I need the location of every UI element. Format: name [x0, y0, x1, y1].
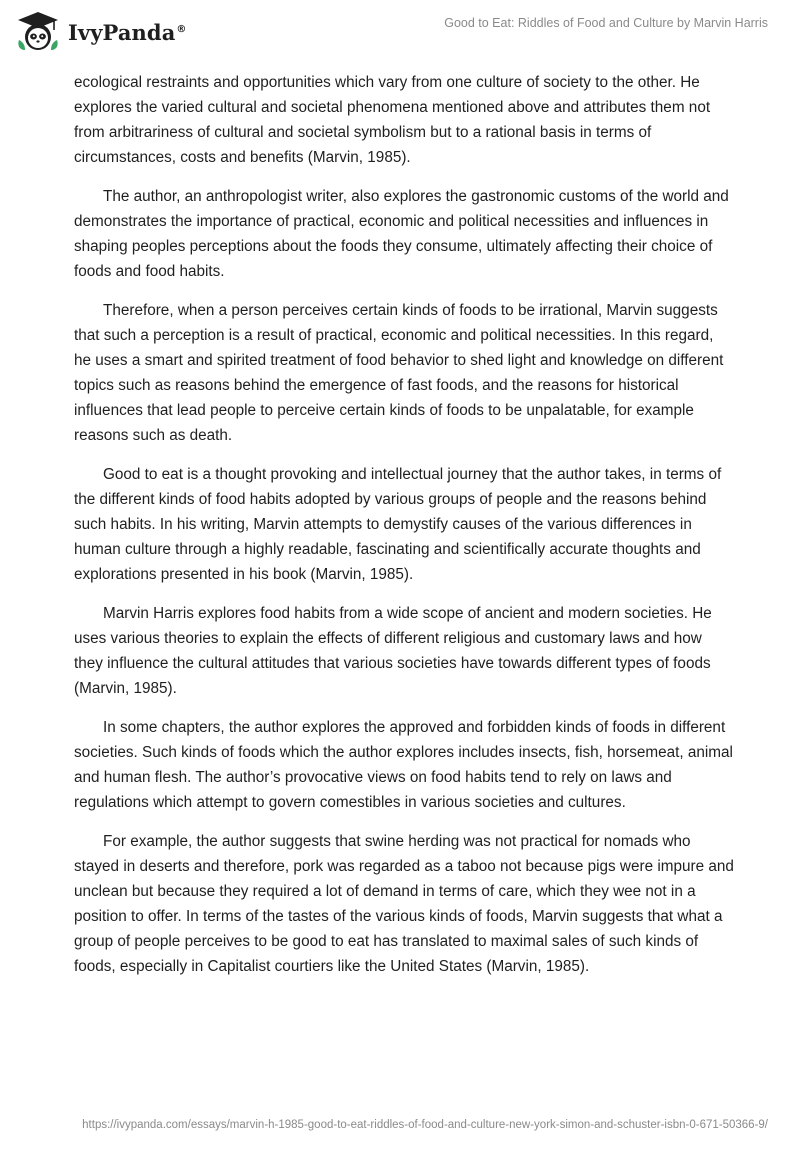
registered-mark: ® [176, 23, 187, 35]
paragraph: For example, the author suggests that swine herding was not practical for nomads who stayed in deserts and therefore, pork was regarded as a taboo not because pigs were impure and unclean but because they required a lot of demand in terms of care, which they wee not in a position to offer. In terms of the tastes of the various kinds of foods, Marvin suggests that what a group of people perceives to be good to eat has translated to maximal sales of such kinds of foods, especially in Capitalist courtiers like the United States (Marvin, 1985). [74, 833, 734, 975]
document-title: Good to Eat: Riddles of Food and Culture by Marvin Harris [444, 16, 768, 30]
paragraph: The author, an anthropologist writer, also explores the gastronomic customs of the world and demonstrates the importance of practical, economic and political necessities and influences in shaping peoples perceptions about the foods they consume, ultimately affecting their choice of foods and food habits. [74, 188, 729, 280]
paragraph: Marvin Harris explores food habits from a wide scope of ancient and modern societies. He uses various theories to explain the effects of different religious and customary laws and how they influence the cultural attitudes that various societies have towards different types of foods (Marvin, 1985). [74, 605, 712, 697]
logo-wordmark: IvyPanda® [68, 19, 187, 45]
essay-body [74, 70, 734, 993]
paragraph: Good to eat is a thought provoking and intellectual journey that the author takes, in terms of the different kinds of food habits adopted by various groups of people and the reasons behind such habits. In his writing, Marvin attempts to demystify causes of the various differences in human culture through a highly readable, fascinating and scientifically accurate thoughts and explorations presented in his book (Marvin, 1985). [74, 466, 722, 583]
ivypanda-logo[interactable] [14, 10, 187, 52]
panda-graduate-icon [14, 10, 62, 52]
source-url[interactable]: https://ivypanda.com/essays/marvin-h-1985-good-to-eat-riddles-of-food-and-culture-new-york-simon-and-schuster-isbn-0-671-50366-9/ [82, 1119, 768, 1131]
paragraph: Therefore, when a person perceives certain kinds of foods to be irrational, Marvin suggests that such a perception is a result of practical, economic and political necessities. In this regard, he uses a smart and spirited treatment of food behavior to shed light and knowledge on different topics such as reasons behind the emergence of fast foods, and the reasons for historical influences that lead people to perceive certain kinds of foods to be unpalatable, for example reasons such as death. [74, 302, 724, 444]
paragraph-continued: ecological restraints and opportunities which vary from one culture of society to the other. He explores the varied cultural and societal phenomena mentioned above and attributes them not from arbitrariness of cultural and societal symbolism but to a rational basis in terms of circumstances, costs and benefits (Marvin, 1985). [74, 74, 711, 166]
page-header [0, 0, 800, 60]
paragraph: In some chapters, the author explores the approved and forbidden kinds of foods in different societies. Such kinds of foods which the author explores includes insects, fish, horsemeat, animal and human flesh. The author’s provocative views on food habits tend to rely on laws and regulations which attempt to govern comestibles in various societies and cultures. [74, 719, 733, 811]
